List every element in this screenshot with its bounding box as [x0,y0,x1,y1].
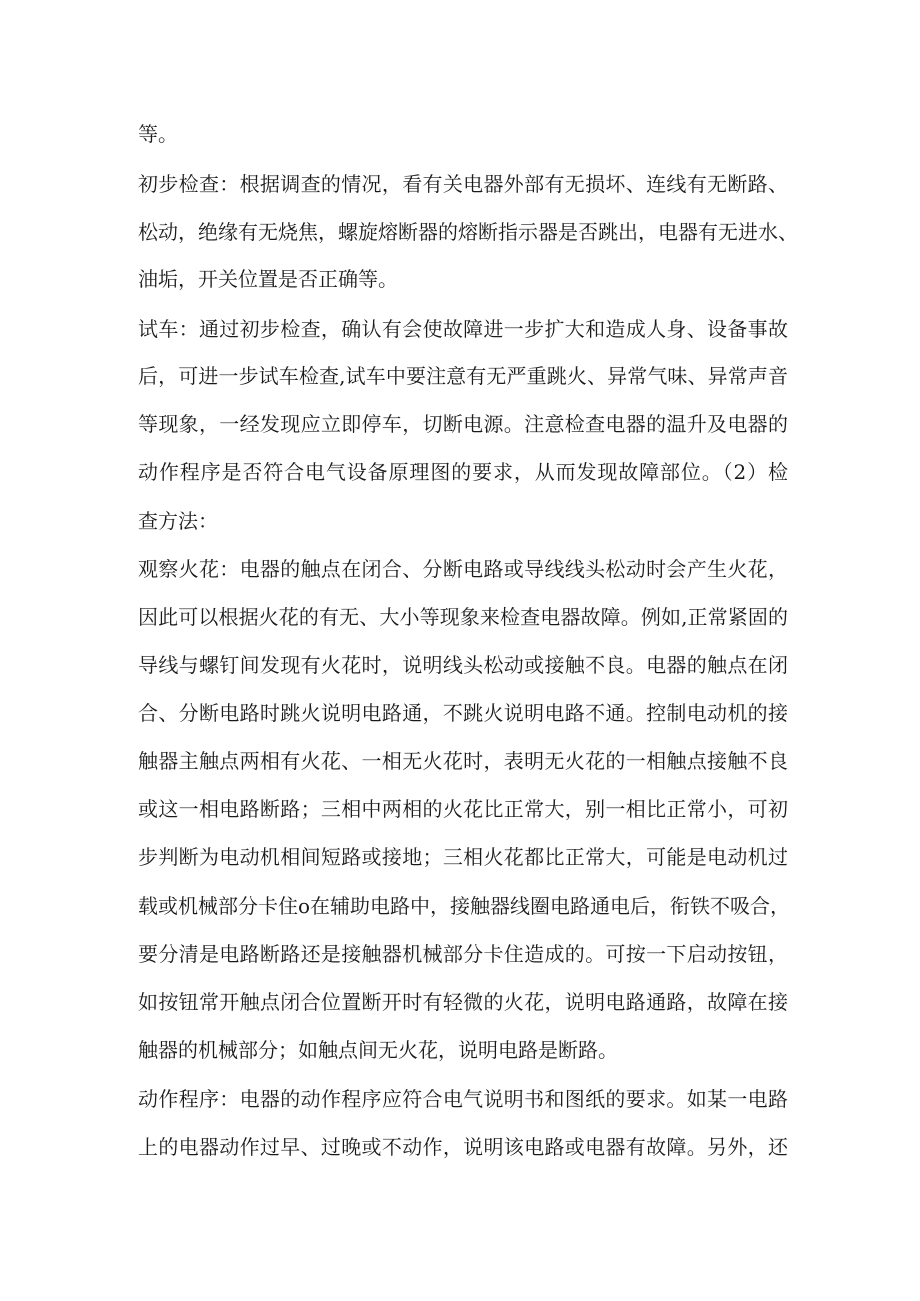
text-line: 油垢，开关位置是否正确等。 [138,267,398,291]
text-line: 等。 [138,122,178,146]
text-line: 或这一相电路断路；三相中两相的火花比正常大，别一相比正常小，可初 [138,797,788,821]
text-line: 因此可以根据火花的有无、大小等现象来检查电器故障。例如,正常紧固的 [138,605,788,629]
text-line: 要分清是电路断路还是接触器机械部分卡住造成的。可按一下启动按钮， [138,942,788,966]
text-line: 载或机械部分卡住o在辅助电路中，接触器线圈电路通电后，衔铁不吸合， [138,894,791,918]
text-line: 等现象，一经发现应立即停车，切断电源。注意检查电器的温升及电器的 [138,412,788,436]
text-line: 试车：通过初步检查，确认有会使故障进一步扩大和造成人身、设备事故 [138,317,788,341]
text-line: 触器主触点两相有火花、一相无火花时，表明无火花的一相触点接触不良 [138,749,788,773]
text-line: 动作程序是否符合电气设备原理图的要求，从而发现故障部位。（2）检 [138,460,788,484]
text-line: 动作程序：电器的动作程序应符合电气说明书和图纸的要求。如某一电路 [138,1087,788,1111]
text-line: 松动，绝缘有无烧焦，螺旋熔断器的熔断指示器是否跳出，电器有无进水、 [138,220,798,244]
text-line: 合、分断电路时跳火说明电路通，不跳火说明电路不通。控制电动机的接 [138,701,788,725]
text-line: 步判断为电动机相间短路或接地；三相火花都比正常大，可能是电动机过 [138,845,788,869]
text-line: 触器的机械部分；如触点间无火花，说明电路是断路。 [138,1038,618,1062]
text-line: 后，可进一步试车检查,试车中要注意有无严重跳火、异常气味、异常声音 [138,364,788,388]
text-line: 导线与螺钉间发现有火花时，说明线头松动或接触不良。电器的触点在闭 [138,653,788,677]
text-line: 观察火花：电器的触点在闭合、分断电路或导线线头松动时会产生火花， [138,557,788,581]
text-line: 上的电器动作过早、过晚或不动作，说明该电路或电器有故障。另外，还 [138,1135,788,1159]
text-line: 如按钮常开触点闭合位置断开时有轻微的火花，说明电路通路，故障在接 [138,990,788,1014]
text-line: 初步检查：根据调查的情况，看有关电器外部有无损坏、连线有无断路、 [138,172,788,196]
text-line: 查方法： [138,509,218,533]
